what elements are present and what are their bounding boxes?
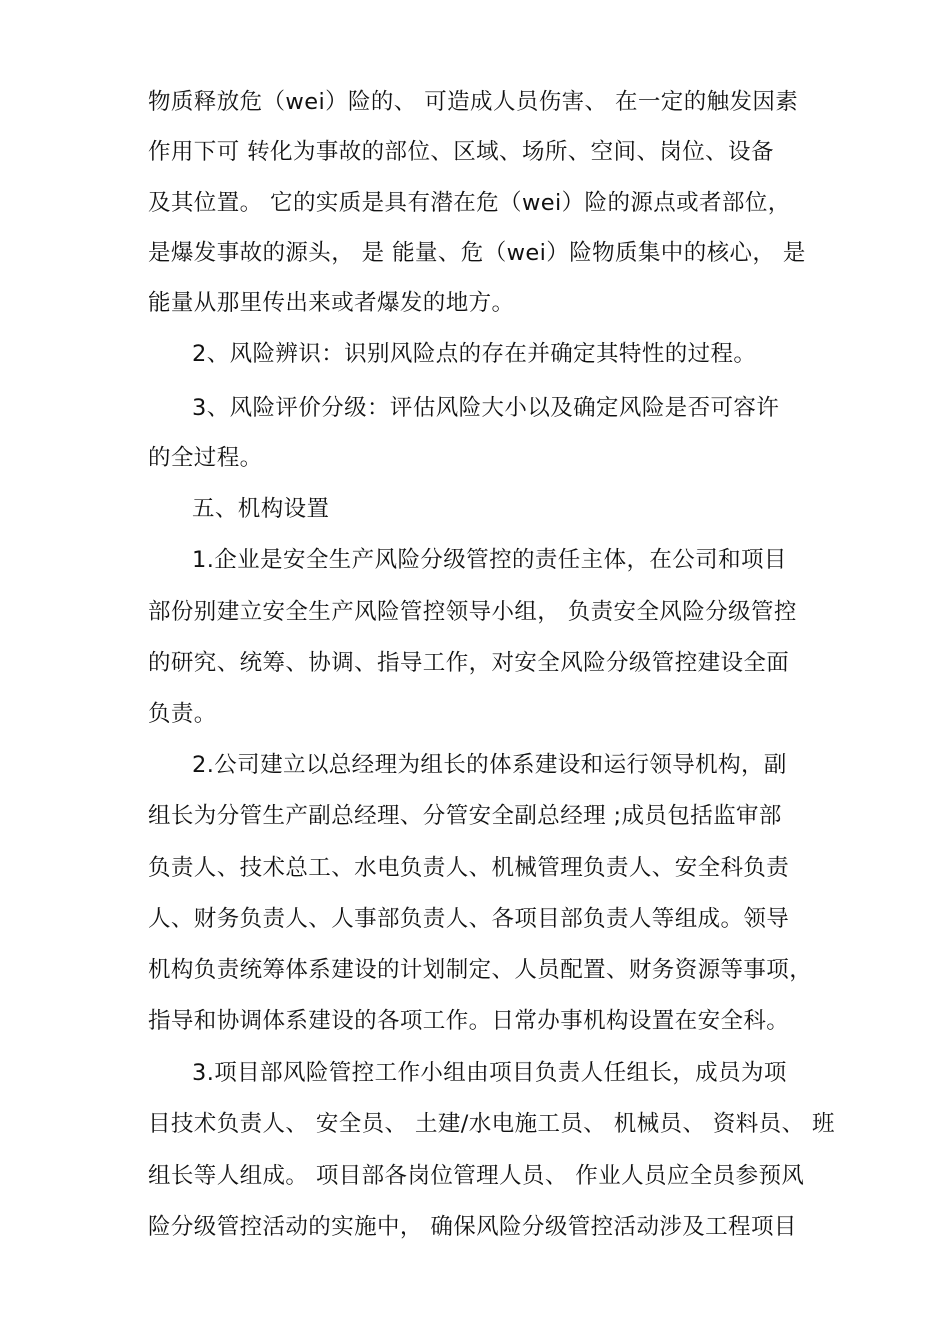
text-line: 作用下可 转化为事故的部位、区域、场所、空间、岗位、设备 (148, 139, 774, 165)
text-line: 人、财务负责人、人事部负责人、各项目部负责人等组成。领导 (148, 906, 790, 932)
section-heading: 五、机构设置 (192, 496, 330, 522)
text-line: 负责。 (148, 701, 217, 727)
text-line: 3、风险评价分级：评估风险大小以及确定风险是否可容许 (192, 395, 780, 421)
text-line: 的全过程。 (148, 445, 263, 471)
text-line: 物质释放危（wei）险的、 可造成人员伤害、 在一定的触发因素 (148, 89, 799, 115)
text-line: 是爆发事故的源头， 是 能量、危（wei）险物质集中的核心， 是 (148, 240, 806, 266)
text-line: 组长等人组成。 项目部各岗位管理人员、 作业人员应全员参预风 (148, 1163, 805, 1189)
text-line: 2.公司建立以总经理为组长的体系建设和运行领导机构，副 (192, 752, 787, 778)
text-line: 组长为分管生产副总经理、分管安全副总经理 ;成员包括监审部 (148, 803, 782, 829)
text-line: 部份别建立安全生产风险管控领导小组， 负责安全风险分级管控 (148, 599, 797, 625)
text-line: 的研究、统筹、协调、指导工作，对安全风险分级管控建设全面 (148, 650, 790, 676)
text-line: 负责人、技术总工、水电负责人、机械管理负责人、安全科负责 (148, 855, 790, 881)
text-line: 能量从那里传出来或者爆发的地方。 (148, 290, 515, 316)
text-line: 及其位置。 它的实质是具有潜在危（wei）险的源点或者部位， (148, 190, 791, 216)
text-line: 机构负责统筹体系建设的计划制定、人员配置、财务资源等事项， (148, 957, 813, 983)
text-line: 3.项目部风险管控工作小组由项目负责人任组长，成员为项 (192, 1060, 787, 1086)
text-line: 2、风险辨识：识别风险点的存在并确定其特性的过程。 (192, 341, 757, 367)
text-line: 1.企业是安全生产风险分级管控的责任主体，在公司和项目 (192, 547, 787, 573)
text-line: 险分级管控活动的实施中， 确保风险分级管控活动涉及工程项目 (148, 1214, 797, 1240)
text-line: 指导和协调体系建设的各项工作。日常办事机构设置在安全科。 (148, 1008, 790, 1034)
text-line: 目技术负责人、 安全员、 土建/水电施工员、 机械员、 资料员、 班 (148, 1111, 835, 1137)
